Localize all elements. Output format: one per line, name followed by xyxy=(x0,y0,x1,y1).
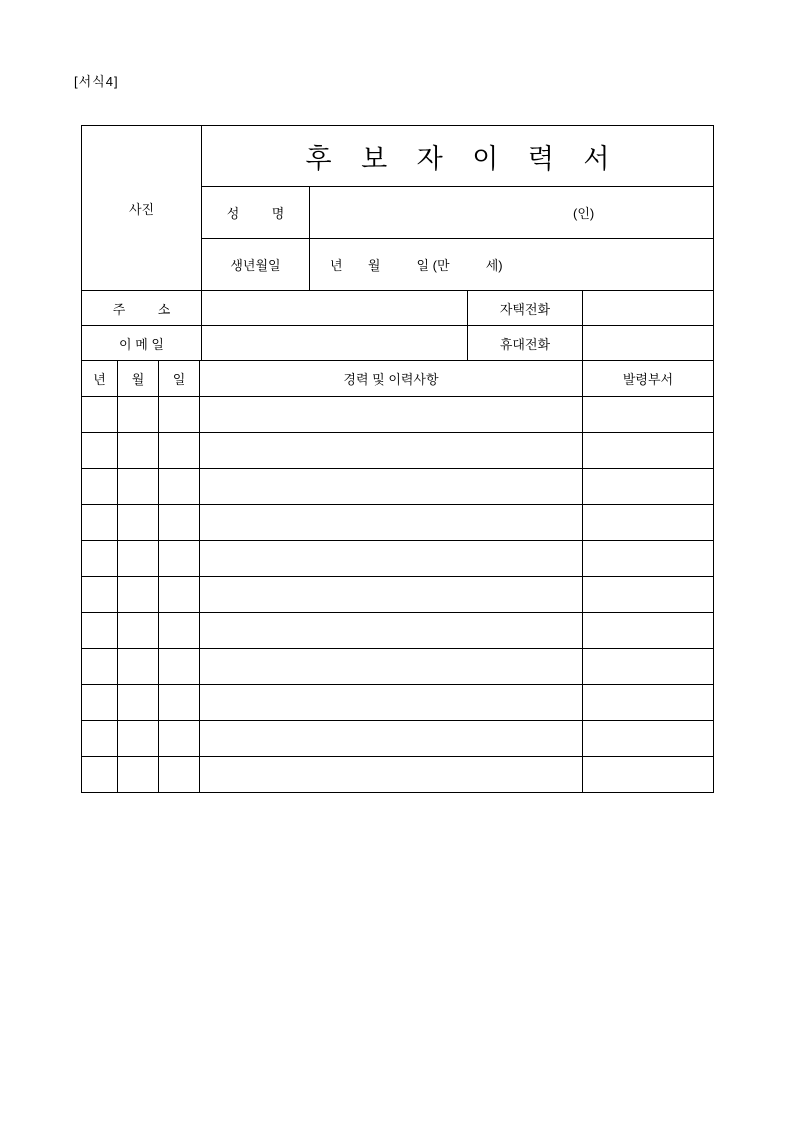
career-row xyxy=(82,685,713,721)
career-cell-month[interactable] xyxy=(118,577,159,612)
career-cell-details[interactable] xyxy=(200,541,583,576)
name-row xyxy=(202,187,713,239)
career-cell-month[interactable] xyxy=(118,721,159,756)
career-cell-month[interactable] xyxy=(118,505,159,540)
career-row xyxy=(82,757,713,792)
career-header-day: 일 xyxy=(159,361,200,396)
career-cell-year[interactable] xyxy=(82,433,118,468)
career-cell-month[interactable] xyxy=(118,433,159,468)
career-cell-details[interactable] xyxy=(200,397,583,432)
career-cell-department[interactable] xyxy=(583,541,713,576)
career-cell-year[interactable] xyxy=(82,685,118,720)
name-label: 성 명 xyxy=(202,187,310,238)
address-value-cell[interactable] xyxy=(202,291,468,325)
career-cell-details[interactable] xyxy=(200,469,583,504)
mobile-phone-value-cell[interactable] xyxy=(583,326,713,360)
email-label: 이 메 일 xyxy=(82,326,202,360)
email-value-cell[interactable] xyxy=(202,326,468,360)
home-phone-label: 자택전화 xyxy=(468,291,583,325)
career-row xyxy=(82,721,713,757)
career-cell-year[interactable] xyxy=(82,649,118,684)
career-cell-details[interactable] xyxy=(200,433,583,468)
career-row xyxy=(82,505,713,541)
career-cell-department[interactable] xyxy=(583,685,713,720)
career-cell-year[interactable] xyxy=(82,757,118,792)
career-header-details: 경력 및 이력사항 xyxy=(200,361,583,396)
career-cell-day[interactable] xyxy=(159,721,200,756)
career-cell-department[interactable] xyxy=(583,613,713,648)
career-cell-details[interactable] xyxy=(200,721,583,756)
career-row xyxy=(82,577,713,613)
career-cell-department[interactable] xyxy=(583,397,713,432)
career-cell-department[interactable] xyxy=(583,649,713,684)
email-row xyxy=(82,326,713,361)
photo-cell: 사진 xyxy=(82,126,202,290)
career-table-header xyxy=(82,361,713,397)
career-cell-department[interactable] xyxy=(583,505,713,540)
career-cell-year[interactable] xyxy=(82,577,118,612)
career-cell-month[interactable] xyxy=(118,469,159,504)
career-header-month: 월 xyxy=(118,361,159,396)
career-cell-day[interactable] xyxy=(159,757,200,792)
birth-date-format-text: 년 월 일 (만 세) xyxy=(330,258,503,273)
career-cell-month[interactable] xyxy=(118,757,159,792)
career-cell-department[interactable] xyxy=(583,721,713,756)
career-cell-year[interactable] xyxy=(82,613,118,648)
career-cell-month[interactable] xyxy=(118,613,159,648)
career-row xyxy=(82,649,713,685)
career-cell-details[interactable] xyxy=(200,613,583,648)
career-cell-department[interactable] xyxy=(583,577,713,612)
career-header-department: 발령부서 xyxy=(622,372,674,387)
career-cell-details[interactable] xyxy=(200,577,583,612)
career-cell-year[interactable] xyxy=(82,397,118,432)
career-cell-year[interactable] xyxy=(82,505,118,540)
career-cell-day[interactable] xyxy=(159,541,200,576)
career-cell-day[interactable] xyxy=(159,577,200,612)
top-right-column xyxy=(202,126,713,290)
career-cell-details[interactable] xyxy=(200,685,583,720)
birth-date-value-cell[interactable] xyxy=(310,239,713,290)
career-cell-day[interactable] xyxy=(159,613,200,648)
career-cell-day[interactable] xyxy=(159,469,200,504)
career-cell-month[interactable] xyxy=(118,685,159,720)
birth-row xyxy=(202,239,713,290)
career-cell-details[interactable] xyxy=(200,649,583,684)
career-cell-details[interactable] xyxy=(200,757,583,792)
career-row xyxy=(82,541,713,577)
career-header-year: 년 xyxy=(82,361,118,396)
top-section xyxy=(82,126,713,291)
career-cell-department[interactable] xyxy=(583,433,713,468)
career-cell-day[interactable] xyxy=(159,649,200,684)
resume-form-table xyxy=(81,125,714,793)
seal-placeholder: (인) xyxy=(573,206,595,221)
home-phone-value-cell[interactable] xyxy=(583,291,713,325)
career-row xyxy=(82,397,713,433)
career-cell-department[interactable] xyxy=(583,757,713,792)
career-table-body xyxy=(82,397,713,792)
career-cell-day[interactable] xyxy=(159,433,200,468)
career-cell-month[interactable] xyxy=(118,541,159,576)
name-value-cell[interactable] xyxy=(310,187,713,238)
career-cell-year[interactable] xyxy=(82,469,118,504)
career-row xyxy=(82,613,713,649)
mobile-phone-label: 휴대전화 xyxy=(468,326,583,360)
form-title: 후 보 자 이 력 서 xyxy=(202,126,713,187)
address-label: 주 소 xyxy=(82,291,202,325)
career-cell-day[interactable] xyxy=(159,397,200,432)
career-cell-month[interactable] xyxy=(118,649,159,684)
address-row xyxy=(82,291,713,326)
career-cell-details[interactable] xyxy=(200,505,583,540)
career-cell-day[interactable] xyxy=(159,685,200,720)
career-cell-department[interactable] xyxy=(583,469,713,504)
career-cell-day[interactable] xyxy=(159,505,200,540)
career-cell-year[interactable] xyxy=(82,541,118,576)
birth-date-label: 생년월일 xyxy=(202,239,310,290)
form-number-tag: [서식4] xyxy=(74,74,119,89)
career-row xyxy=(82,469,713,505)
career-cell-year[interactable] xyxy=(82,721,118,756)
career-cell-month[interactable] xyxy=(118,397,159,432)
career-row xyxy=(82,433,713,469)
